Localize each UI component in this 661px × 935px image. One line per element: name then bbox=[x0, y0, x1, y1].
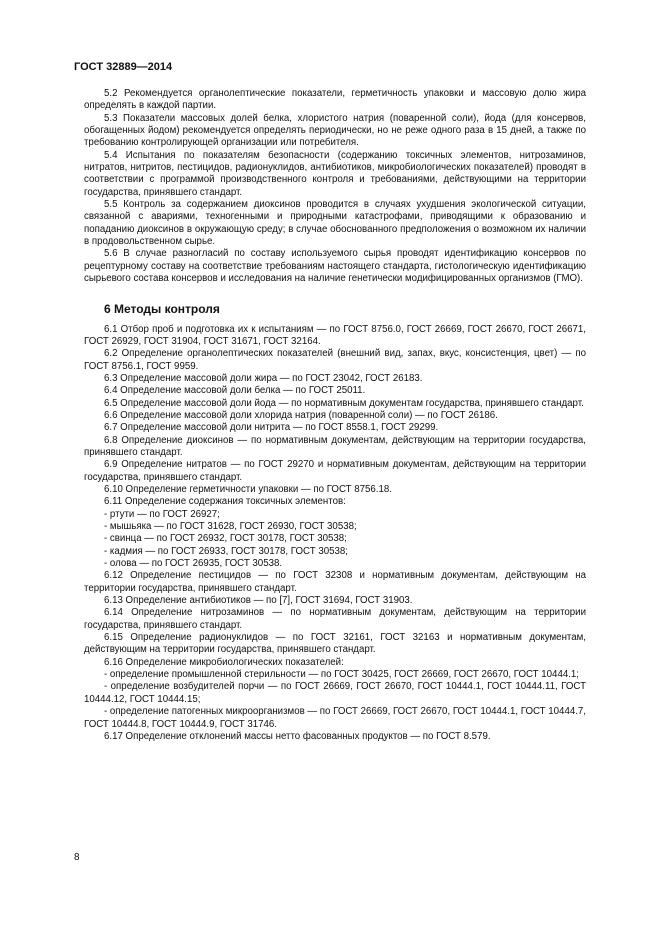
paragraph-6-14: 6.14 Определение нитрозаминов — по нормативным документам, действующим на территории государства, принявшего стандарт. bbox=[84, 607, 586, 631]
paragraph-6-16: 6.16 Определение микробиологических показателей: bbox=[104, 656, 344, 668]
list-item-arsenic: - мышьяка — по ГОСТ 31628, ГОСТ 26930, ГОСТ 30538; bbox=[104, 521, 357, 532]
paragraph-6-5: 6.5 Определение массовой доли йода — по нормативным документам государства, принявшего стандарт. bbox=[104, 397, 584, 409]
paragraph-5-4: 5.4 Испытания по показателям безопасности (содержанию токсичных элементов, нитрозаминов, нитратов, нитритов, пестицидов, радионуклидов, антибиотиков, микробиологических показателей) проводят в соответствии с программой производственного контроля и требованиями, действующими на территории государства, принявшего стандарт. bbox=[84, 149, 586, 198]
paragraph-6-2: 6.2 Определение органолептических показателей (внешний вид, запах, вкус, консистенция, цвет) — по ГОСТ 8756.1, ГОСТ 9959. bbox=[84, 348, 586, 372]
paragraph-6-15: 6.15 Определение радионуклидов — по ГОСТ 32161, ГОСТ 32163 и нормативным документам, действующим на территории государства, принявшего стандарт. bbox=[84, 632, 586, 656]
paragraph-6-3: 6.3 Определение массовой доли жира — по ГОСТ 23042, ГОСТ 26183. bbox=[104, 372, 423, 384]
paragraph-6-6: 6.6 Определение массовой доли хлорида натрия (поваренной соли) — по ГОСТ 26186. bbox=[104, 409, 498, 421]
page-number: 8 bbox=[74, 852, 80, 863]
paragraph-5-2: 5.2 Рекомендуется органолептические показатели, герметичность упаковки и массовую долю жира определять в каждой партии. bbox=[84, 88, 586, 112]
paragraph-6-8: 6.8 Определение диоксинов — по нормативным документам, действующим на территории государства, принявшего стандарт. bbox=[84, 434, 586, 458]
paragraph-5-5: 5.5 Контроль за содержанием диоксинов проводится в случаях ухудшения экологической ситуации, связанной с авариями, техногенными и природными катастрофами, приводящими к образованию и попаданию диоксинов в окружающую среду; в случае обоснованного предположения о возможном их наличии в продовольственном сырье. bbox=[84, 199, 586, 248]
paragraph-6-1: 6.1 Отбор проб и подготовка их к испытаниям — по ГОСТ 8756.0, ГОСТ 26669, ГОСТ 26670, ГОСТ 26671, ГОСТ 26929, ГОСТ 31904, ГОСТ 31671, ГОСТ 32164. bbox=[84, 323, 586, 347]
paragraph-6-12: 6.12 Определение пестицидов — по ГОСТ 32308 и нормативным документам, действующим на территории государства, принявшего стандарт. bbox=[84, 570, 586, 594]
paragraph-6-10: 6.10 Определение герметичности упаковки — по ГОСТ 8756.18. bbox=[104, 483, 392, 495]
paragraph-6-11: 6.11 Определение содержания токсичных элементов: bbox=[104, 496, 346, 508]
list-item-cadmium: - кадмия — по ГОСТ 26933, ГОСТ 30178, ГОСТ 30538; bbox=[104, 545, 348, 557]
list-item-spoilage-agents: - определение возбудителей порчи — по ГОСТ 26669, ГОСТ 26670, ГОСТ 10444.1, ГОСТ 10444.11, ГОСТ 10444.12, ГОСТ 10444.15; bbox=[84, 681, 586, 705]
paragraph-5-6: 5.6 В случае разногласий по составу используемого сырья проводят идентификацию консервов по рецептурному составу на соответствие требованиям настоящего стандарта, гистологическую идентификацию сырьевого состава консервов и исследования на наличие генетически модифицированных организмов (ГМО). bbox=[84, 248, 586, 285]
list-item-mercury: - ртути — по ГОСТ 26927; bbox=[104, 508, 220, 520]
paragraph-6-13: 6.13 Определение антибиотиков — по [7], ГОСТ 31694, ГОСТ 31903. bbox=[104, 595, 413, 607]
section-6-title: 6 Методы контроля bbox=[104, 301, 220, 316]
list-item-industrial-sterility: - определение промышленной стерильности — по ГОСТ 30425, ГОСТ 26669, ГОСТ 26670, ГОСТ 10444.1; bbox=[104, 669, 579, 681]
list-item-pathogenic-microorganisms: - определение патогенных микроорганизмов — по ГОСТ 26669, ГОСТ 26670, ГОСТ 10444.1, ГОСТ 10444.7, ГОСТ 10444.8, ГОСТ 10444.9, ГОСТ 31746. bbox=[84, 706, 586, 730]
list-item-lead: - свинца — по ГОСТ 26932, ГОСТ 30178, ГОСТ 30538; bbox=[104, 533, 347, 545]
list-item-tin: - олова — по ГОСТ 26935, ГОСТ 30538. bbox=[104, 558, 283, 570]
paragraph-6-9: 6.9 Определение нитратов — по ГОСТ 29270 и нормативным документам, действующим на территории государства, принявшего стандарт. bbox=[84, 459, 586, 483]
document-code-header: ГОСТ 32889—2014 bbox=[74, 61, 173, 73]
paragraph-6-17: 6.17 Определение отклонений массы нетто фасованных продуктов — по ГОСТ 8.579. bbox=[104, 730, 491, 742]
paragraph-6-7: 6.7 Определение массовой доли нитрита — по ГОСТ 8558.1, ГОСТ 29299. bbox=[104, 422, 439, 434]
page-content bbox=[84, 88, 586, 743]
paragraph-5-3: 5.3 Показатели массовых долей белка, хлористого натрия (поваренной соли), йода (для консервов, обогащенных йодом) рекомендуется определять периодически, но не реже одного раза в 15 дней, а также по требованию контролирующей организации или потребителя. bbox=[84, 112, 586, 149]
paragraph-6-4: 6.4 Определение массовой доли белка — по ГОСТ 25011. bbox=[104, 385, 366, 397]
